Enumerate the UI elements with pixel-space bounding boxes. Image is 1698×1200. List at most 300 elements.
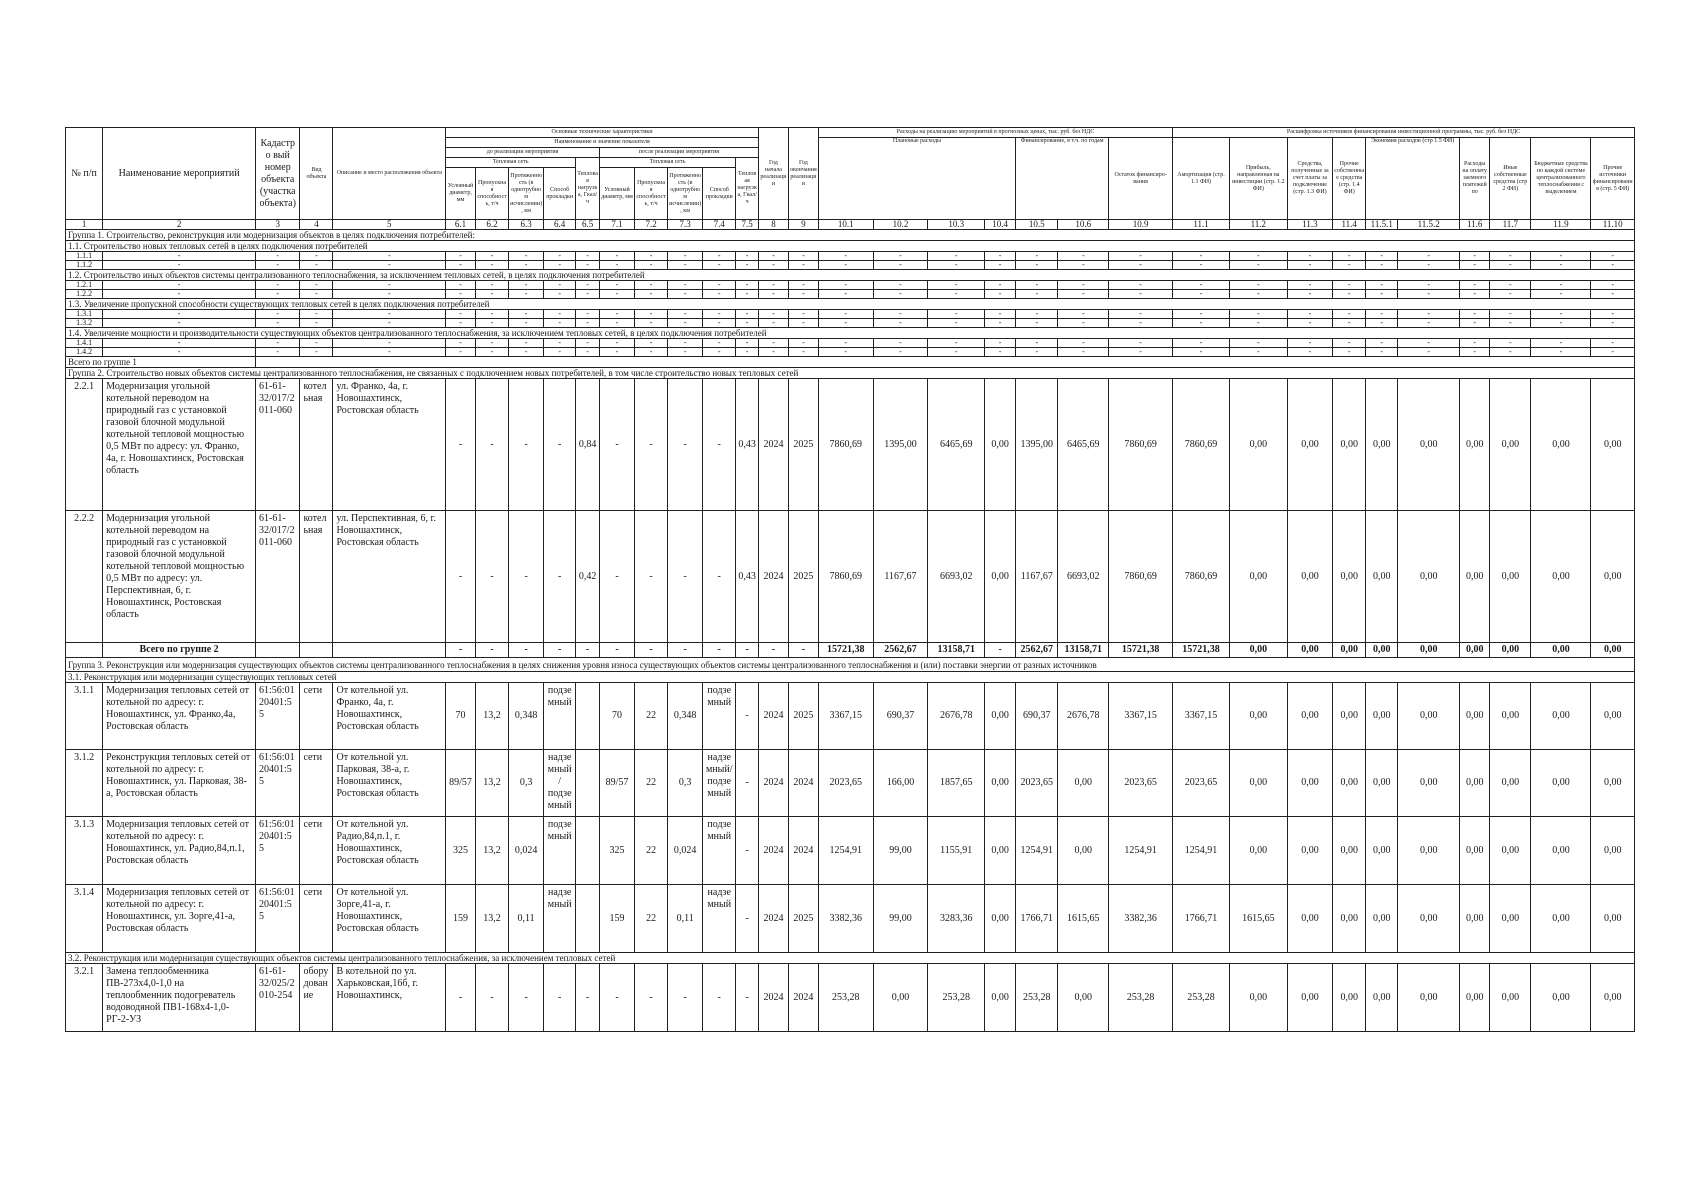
empty-cell: - (509, 281, 544, 290)
other-sources: 0,00 (1591, 683, 1635, 750)
empty-cell: - (703, 319, 736, 328)
length-before: 0,024 (509, 817, 544, 885)
column-number: 6.1 (446, 220, 476, 230)
empty-cell: - (1109, 281, 1173, 290)
hdr-tech: Основные технические характеристики (446, 128, 759, 138)
empty-cell: - (1591, 252, 1635, 261)
project-name: Замена теплообменника ПВ-273х4,0-1,0 на теплообменник подогреватель водоводяной ПВ1-168х4-1,0-РГ-2-УЗ (103, 964, 256, 1032)
connection-fee: 0,00 (1287, 683, 1332, 750)
empty-cell: - (1333, 348, 1366, 357)
smr-cost: 3283,36 (928, 885, 985, 953)
laying-method-before: надземный /подземный (544, 750, 576, 817)
loan-payments: 0,00 (1460, 511, 1490, 643)
empty-cell: - (599, 310, 634, 319)
empty-cell: - (1366, 252, 1398, 261)
empty-cell: - (333, 339, 446, 348)
tech-value: - (476, 511, 509, 643)
empty-cell: - (1016, 339, 1058, 348)
remaining-financing: 7860,69 (1109, 379, 1173, 511)
empty-cell: - (1173, 281, 1230, 290)
empty-cell: - (446, 348, 476, 357)
total-other-own-means: 0,00 (1490, 643, 1531, 658)
empty-cell: - (873, 319, 928, 328)
total-dash: - (509, 643, 544, 658)
total-other-own-funds: 0,00 (1333, 643, 1366, 658)
hdr-own-other: Прочие собственные средства (стр. 1.4 ФИ) (1333, 138, 1366, 220)
empty-cell: - (476, 339, 509, 348)
empty-cell: - (758, 339, 788, 348)
remaining-financing: 1254,91 (1109, 817, 1173, 885)
empty-cell: - (758, 281, 788, 290)
empty-cell: - (333, 319, 446, 328)
column-number: 7.5 (736, 220, 759, 230)
empty-cell: - (1109, 252, 1173, 261)
hdr-conn-fee: Средства, полученные за счет платы за подключение (стр. 1.3 ФИ) (1287, 138, 1332, 220)
smr-cost: 1155,91 (928, 817, 985, 885)
empty-cell: - (1058, 281, 1109, 290)
project-row (66, 511, 1635, 643)
total-dash: - (758, 643, 788, 658)
empty-cell: - (576, 252, 600, 261)
hdr-year-start: Год начала реализации (758, 128, 788, 220)
empty-cell: - (333, 261, 446, 270)
heat-load-after: - (736, 750, 759, 817)
column-number: 6.2 (476, 220, 509, 230)
empty-cell: - (1229, 252, 1287, 261)
empty-cell: - (1173, 310, 1230, 319)
empty-cell: - (788, 261, 818, 270)
hdr-name: Наименование мероприятий (103, 128, 256, 220)
column-number: 7.2 (635, 220, 668, 230)
object-location: От котельной ул. Франко, 4а, г. Новошахтинск, Ростовская область (333, 683, 446, 750)
empty-cell: - (758, 348, 788, 357)
empty-cell: - (333, 290, 446, 299)
empty-cell: - (985, 281, 1016, 290)
object-location: ул. Франко, 4а, г. Новошахтинск, Ростовская область (333, 379, 446, 511)
remaining-financing: 2023,65 (1109, 750, 1173, 817)
empty-cell: - (873, 252, 928, 261)
total-cost: 3367,15 (818, 683, 873, 750)
amortization: 7860,69 (1173, 379, 1230, 511)
tech-value: - (703, 511, 736, 643)
empty-cell: - (1460, 261, 1490, 270)
empty-cell: - (703, 310, 736, 319)
heat-load-before (576, 817, 600, 885)
column-number: 11.6 (1460, 220, 1490, 230)
empty-cell: - (1490, 319, 1531, 328)
empty-cell: - (1016, 261, 1058, 270)
empty-cell: - (928, 290, 985, 299)
empty-cell: - (256, 252, 300, 261)
empty-cell: - (985, 339, 1016, 348)
empty-cell: - (544, 319, 576, 328)
tech-value: - (446, 379, 476, 511)
column-number: 7.4 (703, 220, 736, 230)
empty-cell: - (1173, 339, 1230, 348)
tech-value: - (576, 964, 600, 1032)
hdr-npp: № п/п (66, 128, 103, 220)
group-total-row (66, 643, 1635, 658)
empty-cell: - (256, 261, 300, 270)
empty-cell: - (300, 290, 333, 299)
empty-cell: - (985, 348, 1016, 357)
column-number: 11.5.1 (1366, 220, 1398, 230)
empty-cell: - (635, 252, 668, 261)
savings-result: 0,00 (1366, 750, 1398, 817)
loan-payments: 0,00 (1460, 817, 1490, 885)
financing-2025: 0,00 (1058, 750, 1109, 817)
column-number: 11.10 (1591, 220, 1635, 230)
hdr-obj-type: Вид объекта (300, 128, 333, 220)
total-cost: 1254,91 (818, 817, 873, 885)
cadastral-number: 61-61-32/017/2011-060 (256, 379, 300, 511)
pir-cost: 0,00 (873, 964, 928, 1032)
empty-cell: - (1531, 281, 1591, 290)
empty-cell: - (446, 339, 476, 348)
empty-cell: - (668, 281, 703, 290)
empty-cell: - (599, 319, 634, 328)
empty-cell: - (509, 252, 544, 261)
financed-to-date: 0,00 (985, 683, 1016, 750)
group-3-title: Группа 3. Реконструкция или модернизация существующих объектов системы централизованного теплоснабжения в целях снижения уровня износа существующих объектов системы централизованного теплоснабжения и (или) поставки энергии от разных источников (66, 658, 1635, 672)
hdr-after: после реализации мероприятия (599, 148, 758, 158)
empty-cell: - (103, 348, 256, 357)
other-own-means: 0,00 (1490, 379, 1531, 511)
empty-cell: - (544, 290, 576, 299)
blank-cell (300, 643, 333, 658)
empty-cell: - (576, 310, 600, 319)
financed-to-date: 0,00 (985, 511, 1016, 643)
empty-cell: - (668, 261, 703, 270)
length-before: 0,348 (509, 683, 544, 750)
capacity-before: 13,2 (476, 885, 509, 953)
budget-funds: 0,00 (1531, 885, 1591, 953)
other-own-means: 0,00 (1490, 964, 1531, 1032)
year-end: 2025 (788, 683, 818, 750)
length-after: 0,3 (668, 750, 703, 817)
empty-cell: - (1016, 290, 1058, 299)
tech-value: - (476, 964, 509, 1032)
year-end: 2025 (788, 379, 818, 511)
tech-value: - (544, 379, 576, 511)
empty-cell: - (1229, 281, 1287, 290)
empty-cell: - (788, 252, 818, 261)
empty-cell: - (446, 290, 476, 299)
empty-cell: - (476, 252, 509, 261)
year-start: 2024 (758, 379, 788, 511)
empty-cell: - (1229, 348, 1287, 357)
financing-2025: 1615,65 (1058, 885, 1109, 953)
object-location: От котельной ул. Радио,84,п.1, г. Новошахтинск, Ростовская область (333, 817, 446, 885)
project-row (66, 379, 1635, 511)
empty-cell: - (1229, 319, 1287, 328)
smr-cost: 253,28 (928, 964, 985, 1032)
diameter-before: 70 (446, 683, 476, 750)
empty-cell: - (544, 281, 576, 290)
project-name: Модернизация тепловых сетей от котельной по адресу: г. Новошахтинск, ул. Зорге,41-а, Ростовская область (103, 885, 256, 953)
empty-cell: - (985, 310, 1016, 319)
other-own-funds: 0,00 (1333, 964, 1366, 1032)
heat-load-before: 0,42 (576, 511, 600, 643)
cadastral-number: 61-61-32/025/2010-254 (256, 964, 300, 1032)
diameter-before: 89/57 (446, 750, 476, 817)
empty-cell: - (1229, 339, 1287, 348)
empty-cell: - (985, 261, 1016, 270)
hdr-cond-diam: Условный диаметр, мм (446, 168, 476, 220)
empty-cell: - (668, 252, 703, 261)
hdr-other-src: Прочие источники финансирования (стр. 5 ФИ) (1591, 138, 1635, 220)
empty-cell: - (576, 281, 600, 290)
total-budget-funds: 0,00 (1531, 643, 1591, 658)
empty-cell: - (103, 261, 256, 270)
empty-cell: - (736, 348, 759, 357)
empty-cell: - (1531, 319, 1591, 328)
amortization: 1766,71 (1173, 885, 1230, 953)
object-location: От котельной ул. Зорге,41-а, г. Новошахтинск, Ростовская область (333, 885, 446, 953)
hdr-cadastral: Кадастро вый номер объекта (участка объекта) (256, 128, 300, 220)
empty-cell: - (635, 290, 668, 299)
column-number: 6.4 (544, 220, 576, 230)
other-own-means: 0,00 (1490, 885, 1531, 953)
loan-payments: 0,00 (1460, 885, 1490, 953)
laying-method-after: надземный (703, 885, 736, 953)
column-number: 10.6 (1058, 220, 1109, 230)
empty-cell: - (928, 252, 985, 261)
empty-cell: - (985, 252, 1016, 261)
empty-cell: - (1490, 290, 1531, 299)
other-own-funds: 0,00 (1333, 750, 1366, 817)
length-before: 0,11 (509, 885, 544, 953)
hdr-method: Способ прокладки (544, 168, 576, 220)
empty-cell: - (1173, 252, 1230, 261)
budget-funds: 0,00 (1531, 750, 1591, 817)
tech-value: - (635, 379, 668, 511)
empty-cell: - (1016, 252, 1058, 261)
empty-cell: - (758, 310, 788, 319)
row-number: 1.1.2 (66, 261, 103, 270)
total-cost: 3382,36 (818, 885, 873, 953)
empty-cell: - (1058, 319, 1109, 328)
capacity-before: 13,2 (476, 683, 509, 750)
financing-2024: 690,37 (1016, 683, 1058, 750)
financed-to-date: 0,00 (985, 750, 1016, 817)
year-start: 2024 (758, 885, 788, 953)
empty-cell: - (668, 290, 703, 299)
empty-cell: - (1531, 261, 1591, 270)
row-number: 1.4.2 (66, 348, 103, 357)
savings-losses: 0,00 (1398, 885, 1460, 953)
loan-payments: 0,00 (1460, 379, 1490, 511)
laying-method-before: надземный (544, 885, 576, 953)
column-number-row (66, 220, 1635, 230)
hdr-savings: Экономия расходов (стр 1.5 ФИ) (1366, 138, 1460, 220)
empty-cell: - (1398, 339, 1460, 348)
budget-funds: 0,00 (1531, 379, 1591, 511)
empty-cell: - (1109, 348, 1173, 357)
column-number: 2 (103, 220, 256, 230)
hdr-length-after: Протяженность (в однотрубном исчислении), км (668, 168, 703, 220)
total-group-1-label: Всего по группе 1 (66, 357, 256, 368)
total-remaining-financing: 15721,38 (1109, 643, 1173, 658)
empty-row (66, 348, 1635, 357)
heat-load-after: - (736, 885, 759, 953)
other-own-means: 0,00 (1490, 817, 1531, 885)
empty-cell: - (446, 319, 476, 328)
row-number: 1.1.1 (66, 252, 103, 261)
empty-cell: - (1287, 319, 1332, 328)
financing-2025: 2676,78 (1058, 683, 1109, 750)
pir-cost: 1395,00 (873, 379, 928, 511)
column-number: 11.5.2 (1398, 220, 1460, 230)
column-number: 10.3 (928, 220, 985, 230)
empty-cell: - (818, 290, 873, 299)
other-own-funds: 0,00 (1333, 885, 1366, 953)
empty-row (66, 252, 1635, 261)
empty-cell: - (818, 252, 873, 261)
empty-cell: - (544, 310, 576, 319)
tech-value: - (703, 379, 736, 511)
other-sources: 0,00 (1591, 379, 1635, 511)
empty-cell: - (300, 261, 333, 270)
financing-2024: 253,28 (1016, 964, 1058, 1032)
column-number: 7.3 (668, 220, 703, 230)
profit-invest: 0,00 (1229, 817, 1287, 885)
column-number: 11.2 (1229, 220, 1287, 230)
total-profit-invest: 0,00 (1229, 643, 1287, 658)
empty-cell: - (1016, 310, 1058, 319)
column-number: 11.9 (1531, 220, 1591, 230)
pir-cost: 166,00 (873, 750, 928, 817)
empty-cell: - (1490, 281, 1531, 290)
empty-cell: - (818, 261, 873, 270)
section-1-4-title: 1.4. Увеличение мощности и производительности существующих объектов централизованного теплоснабжения, за исключением тепловых сетей, в целях подключения потребителей (66, 328, 1635, 339)
row-number: 3.1.4 (66, 885, 103, 953)
object-type: сети (300, 817, 333, 885)
empty-cell: - (1531, 290, 1591, 299)
empty-cell: - (576, 319, 600, 328)
project-name: Модернизация тепловых сетей от котельной по адресу: г. Новошахтинск, ул. Радио,84,п.1, Ростовская область (103, 817, 256, 885)
object-location: От котельной ул. Парковая, 38-а, г. Новошахтинск, Ростовская область (333, 750, 446, 817)
project-name: Реконструкция тепловых сетей от котельной по адресу: г. Новошахтинск, ул. Парковая, 38-а, Ростовская область (103, 750, 256, 817)
empty-cell: - (1398, 319, 1460, 328)
empty-cell: - (446, 310, 476, 319)
smr-cost: 1857,65 (928, 750, 985, 817)
empty-cell: - (928, 348, 985, 357)
diameter-after: 325 (599, 817, 634, 885)
total-dash: - (703, 643, 736, 658)
financing-2024: 1395,00 (1016, 379, 1058, 511)
section-3-2-title: 3.2. Реконструкция или модернизация существующих объектов системы централизованного теплоснабжения, за исключением тепловых сетей (66, 953, 1635, 964)
empty-cell: - (1460, 339, 1490, 348)
empty-cell: - (476, 261, 509, 270)
amortization: 1254,91 (1173, 817, 1230, 885)
savings-result: 0,00 (1366, 885, 1398, 953)
other-sources: 0,00 (1591, 511, 1635, 643)
capacity-before: 13,2 (476, 750, 509, 817)
remaining-financing: 3382,36 (1109, 885, 1173, 953)
financing-2025: 6693,02 (1058, 511, 1109, 643)
empty-cell: - (1591, 310, 1635, 319)
empty-cell: - (1109, 261, 1173, 270)
tech-value: - (599, 964, 634, 1032)
empty-cell: - (1490, 310, 1531, 319)
empty-cell: - (668, 319, 703, 328)
empty-cell: - (635, 319, 668, 328)
hdr-method-after: Способ прокладки (703, 168, 736, 220)
tech-value: - (668, 964, 703, 1032)
year-end: 2024 (788, 964, 818, 1032)
tech-value: - (599, 379, 634, 511)
empty-cell: - (544, 339, 576, 348)
tech-value: - (668, 511, 703, 643)
empty-cell: - (873, 310, 928, 319)
empty-cell: - (333, 252, 446, 261)
hdr-remaining: Остаток финансиро-вания (1109, 138, 1173, 220)
diameter-before: 159 (446, 885, 476, 953)
empty-row (66, 319, 1635, 328)
section-1-1-title: 1.1. Строительство новых тепловых сетей в целях подключения потребителей (66, 241, 1635, 252)
hdr-other-own: Иные собственные средства (стр 2 ФИ) (1490, 138, 1531, 220)
column-number: 5 (333, 220, 446, 230)
empty-cell: - (1333, 281, 1366, 290)
financing-2024: 1254,91 (1016, 817, 1058, 885)
empty-cell: - (1058, 252, 1109, 261)
empty-cell: - (256, 339, 300, 348)
other-own-funds: 0,00 (1333, 817, 1366, 885)
budget-funds: 0,00 (1531, 683, 1591, 750)
year-start: 2024 (758, 683, 788, 750)
length-before: 0,3 (509, 750, 544, 817)
empty-cell: - (1229, 290, 1287, 299)
object-type: сети (300, 750, 333, 817)
total-dash: - (446, 643, 476, 658)
empty-cell: - (1333, 290, 1366, 299)
empty-cell: - (544, 348, 576, 357)
laying-method-after: подземный (703, 683, 736, 750)
empty-cell: - (476, 310, 509, 319)
hdr-budget: Бюджетные средства по каждой системе централизованного теплоснабжения с выделением (1531, 138, 1591, 220)
empty-cell: - (509, 348, 544, 357)
empty-cell: - (599, 339, 634, 348)
cadastral-number: 61-61-32/017/2011-060 (256, 511, 300, 643)
empty-cell: - (1398, 310, 1460, 319)
other-own-means: 0,00 (1490, 683, 1531, 750)
hdr-expenses: Расходы на реализацию мероприятий в прогнозных ценах, тыс. руб. без НДС (818, 128, 1172, 138)
other-own-means: 0,00 (1490, 750, 1531, 817)
object-location: В котельной по ул. Харьковская,16б, г. Новошахтинск, (333, 964, 446, 1032)
empty-cell: - (1287, 348, 1332, 357)
empty-cell: - (300, 339, 333, 348)
other-sources: 0,00 (1591, 817, 1635, 885)
financed-to-date: 0,00 (985, 964, 1016, 1032)
empty-cell: - (599, 348, 634, 357)
column-number: 10.4 (985, 220, 1016, 230)
row-number: 2.2.1 (66, 379, 103, 511)
row-number: 1.2.2 (66, 290, 103, 299)
total-cost: 7860,69 (818, 511, 873, 643)
empty-cell: - (703, 252, 736, 261)
column-number: 11.3 (1287, 220, 1332, 230)
remaining-financing: 253,28 (1109, 964, 1173, 1032)
total-savings-result: 0,00 (1366, 643, 1398, 658)
year-start: 2024 (758, 817, 788, 885)
column-number: 11.1 (1173, 220, 1230, 230)
empty-cell: - (873, 339, 928, 348)
empty-cell: - (635, 281, 668, 290)
empty-cell: - (1366, 290, 1398, 299)
hdr-loans: Расходы на оплату заемного платежей по (1460, 138, 1490, 220)
cadastral-number: 61:56:0120401:55 (256, 817, 300, 885)
